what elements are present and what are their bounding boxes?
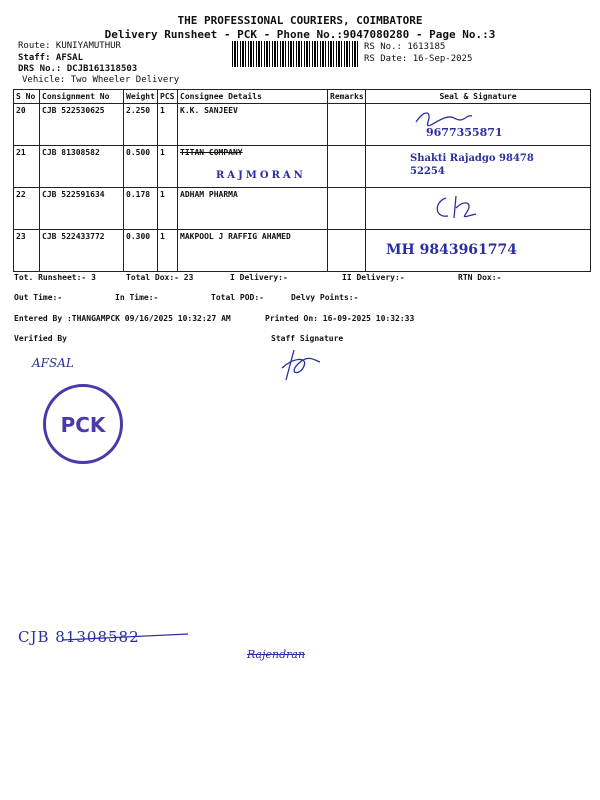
row-signature <box>366 188 591 230</box>
row-pcs: 1 <box>158 146 178 188</box>
total-dox: Total Dox:- 23 <box>126 273 194 282</box>
staff-signature-scribble <box>274 348 324 384</box>
row-signature <box>366 146 591 188</box>
row-weight: 2.250 <box>124 104 158 146</box>
drs-number: DRS No.: DCJB161318503 <box>18 64 138 74</box>
verified-signature: AFSAL <box>32 356 74 370</box>
table-row <box>14 104 591 146</box>
row-pcs: 1 <box>158 188 178 230</box>
row-pcs: 1 <box>158 230 178 272</box>
rs-date: RS Date: 16-Sep-2025 <box>364 54 473 64</box>
printed-on: Printed On: 16-09-2025 10:32:33 <box>265 314 415 323</box>
row-sno: 21 <box>14 146 40 188</box>
col-remarks: Remarks <box>328 90 366 104</box>
tot-runsheet: Tot. Runsheet:- 3 <box>14 273 96 282</box>
signature-scribble <box>432 192 492 222</box>
col-sno: S No <box>14 90 40 104</box>
row-sno: 22 <box>14 188 40 230</box>
row-consignee: MAKPOOL J RAFFIG AHAMED <box>178 230 328 272</box>
col-signature: Seal & Signature <box>366 90 591 104</box>
row-weight: 0.178 <box>124 188 158 230</box>
col-pcs: PCS <box>158 90 178 104</box>
company-title: THE PROFESSIONAL COURIERS, COIMBATORE <box>177 14 423 27</box>
row-weight: 0.300 <box>124 230 158 272</box>
rtn-dox: RTN Dox:- <box>458 273 502 282</box>
i-delivery: I Delivery:- <box>230 273 288 282</box>
runsheet-subtitle: Delivery Runsheet - PCK - Phone No.:9047080280 - Page No.:3 <box>104 28 496 41</box>
row-remarks <box>328 104 366 146</box>
row-remarks <box>328 230 366 272</box>
table-row <box>14 188 591 230</box>
row-remarks <box>328 146 366 188</box>
total-pod: Total POD:- <box>211 293 264 302</box>
row-consignment: CJB 81308582 <box>40 146 124 188</box>
table-row <box>14 146 591 188</box>
strike-line <box>60 630 190 644</box>
row-signature <box>366 230 591 272</box>
signature-phone: 9677355871 <box>426 126 503 139</box>
row-remarks <box>328 188 366 230</box>
consignee-name: TITAN COMPANY <box>180 148 243 157</box>
runsheet-table <box>13 89 591 272</box>
out-time: Out Time:- <box>14 293 63 302</box>
row-weight: 0.500 <box>124 146 158 188</box>
row-consignee <box>178 146 328 188</box>
handwritten-receiver: RAJMORAN <box>216 170 306 181</box>
delvy-points: Delvy Points:- <box>291 293 359 302</box>
entered-by: Entered By :THANGAMPCK 09/16/2025 10:32:27 AM <box>14 314 231 323</box>
table-row <box>14 230 591 272</box>
row-consignment: CJB 522433772 <box>40 230 124 272</box>
bottom-consignment-note: CJB 81308582 <box>18 628 140 646</box>
row-consignee: ADHAM PHARMA <box>178 188 328 230</box>
vehicle-label: Vehicle: Two Wheeler Delivery <box>22 75 180 85</box>
barcode <box>232 41 360 67</box>
route-label: Route: KUNIYAMUTHUR <box>18 41 121 51</box>
staff-label: Staff: AFSAL <box>18 53 84 63</box>
row-consignee: K.K. SANJEEV <box>178 104 328 146</box>
row-consignment: CJB 522530625 <box>40 104 124 146</box>
staff-signature-label: Staff Signature <box>271 334 344 343</box>
row-sno: 20 <box>14 104 40 146</box>
signature-scribble <box>414 108 474 128</box>
row-consignment: CJB 522591634 <box>40 188 124 230</box>
row-pcs: 1 <box>158 104 178 146</box>
in-time: In Time:- <box>115 293 159 302</box>
row-signature <box>366 104 591 146</box>
rs-number: RS No.: 1613185 <box>364 42 446 52</box>
col-weight: Weight <box>124 90 158 104</box>
table-header-row <box>14 90 591 104</box>
ii-delivery: II Delivery:- <box>342 273 405 282</box>
col-consignee: Consignee Details <box>178 90 328 104</box>
row-sno: 23 <box>14 230 40 272</box>
verified-by-label: Verified By <box>14 334 67 343</box>
bottom-name-note: Rajendran <box>247 648 306 661</box>
col-consignment: Consignment No <box>40 90 124 104</box>
signature-phone: MH 9843961774 <box>386 242 518 258</box>
pck-stamp: PCK <box>43 384 123 464</box>
signature-name-phone: Shakti Rajadgo 98478 52254 <box>410 153 538 177</box>
